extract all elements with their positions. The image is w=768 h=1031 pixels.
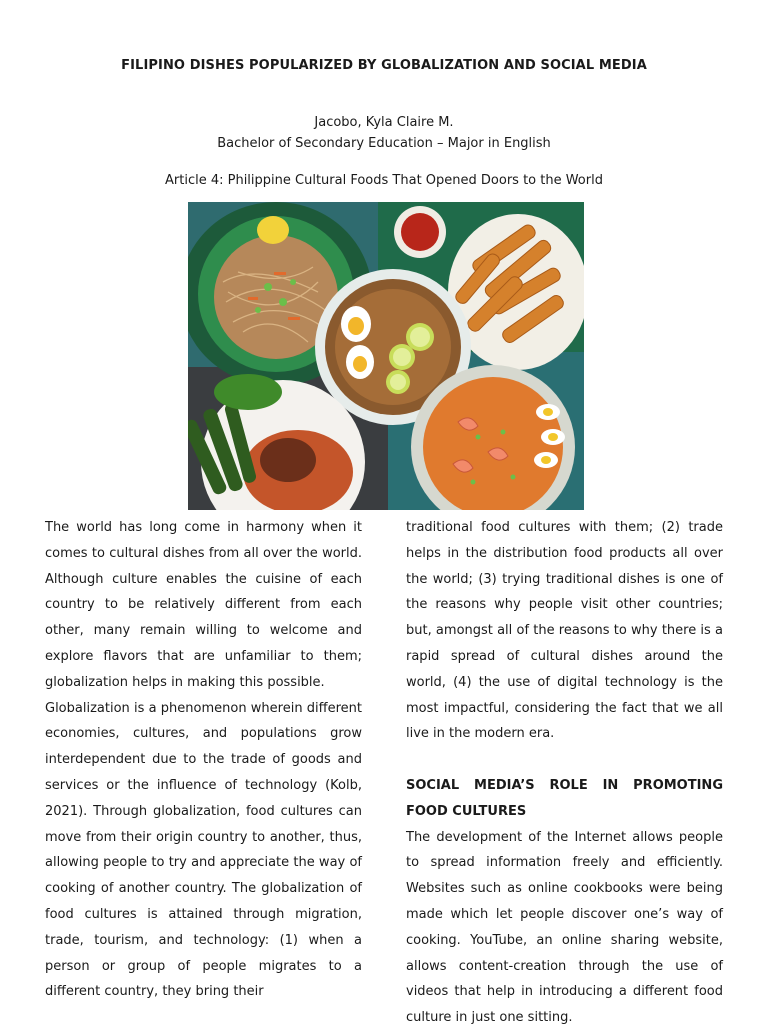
author-block — [0, 112, 768, 154]
globalization-paragraph: Globalization is a phenomenon wherein different economies, cultures, and populations grow interdependent due to the trade of goods and services or the influence of technology (Kolb, 2021). Through globalization, food cultures can move from their origin country to another, thus, allowing people to try and appreciate the way of cooking of another country. The globalization of food cultures is attained through migration, trade, tourism, and technology: (1) when a person or group of people migrates to a different country, they bring their — [45, 700, 362, 1000]
social-media-paragraph: The development of the Internet allows people to spread information freely and efficiently. Websites such as online cookbooks were being made which let people discover one’s way of cooking. YouTube, an online sharing website, allows content-creation through the use of videos that help in introducing a different food culture in just one sitting. — [406, 829, 723, 1026]
article-heading: Article 4: Philippine Cultural Foods That Opened Doors to the World — [165, 173, 603, 188]
intro-paragraph: The world has long come in harmony when it comes to cultural dishes from all over the world. Although culture enables the cuisine of each country to be relatively different from each other, many remain willing to welcome and explore flavors that are unfamiliar to them; globalization helps in making this possible. — [45, 520, 362, 690]
author-name: Jacobo, Kyla Claire M. — [314, 115, 454, 130]
right-column — [406, 515, 723, 1031]
continuation-paragraph: traditional food cultures with them; (2) trade helps in the distribution food products all over the world; (3) trying traditional dishes is one of the reasons why people visit other countries; but, amongst all of the reasons to why there is a rapid spread of cultural dishes around the world, (4) the use of digital technology is the most impactful, considering the fact that we all live in the modern era. — [406, 520, 723, 742]
filipino-food-spread-photo — [188, 202, 584, 510]
document-title: FILIPINO DISHES POPULARIZED BY GLOBALIZATION AND SOCIAL MEDIA — [121, 58, 647, 73]
section-heading: SOCIAL MEDIA’S ROLE IN PROMOTING FOOD CULTURES — [406, 777, 723, 819]
left-column — [45, 515, 362, 1005]
author-program: Bachelor of Secondary Education – Major in English — [217, 136, 551, 151]
food-photo — [188, 202, 584, 510]
